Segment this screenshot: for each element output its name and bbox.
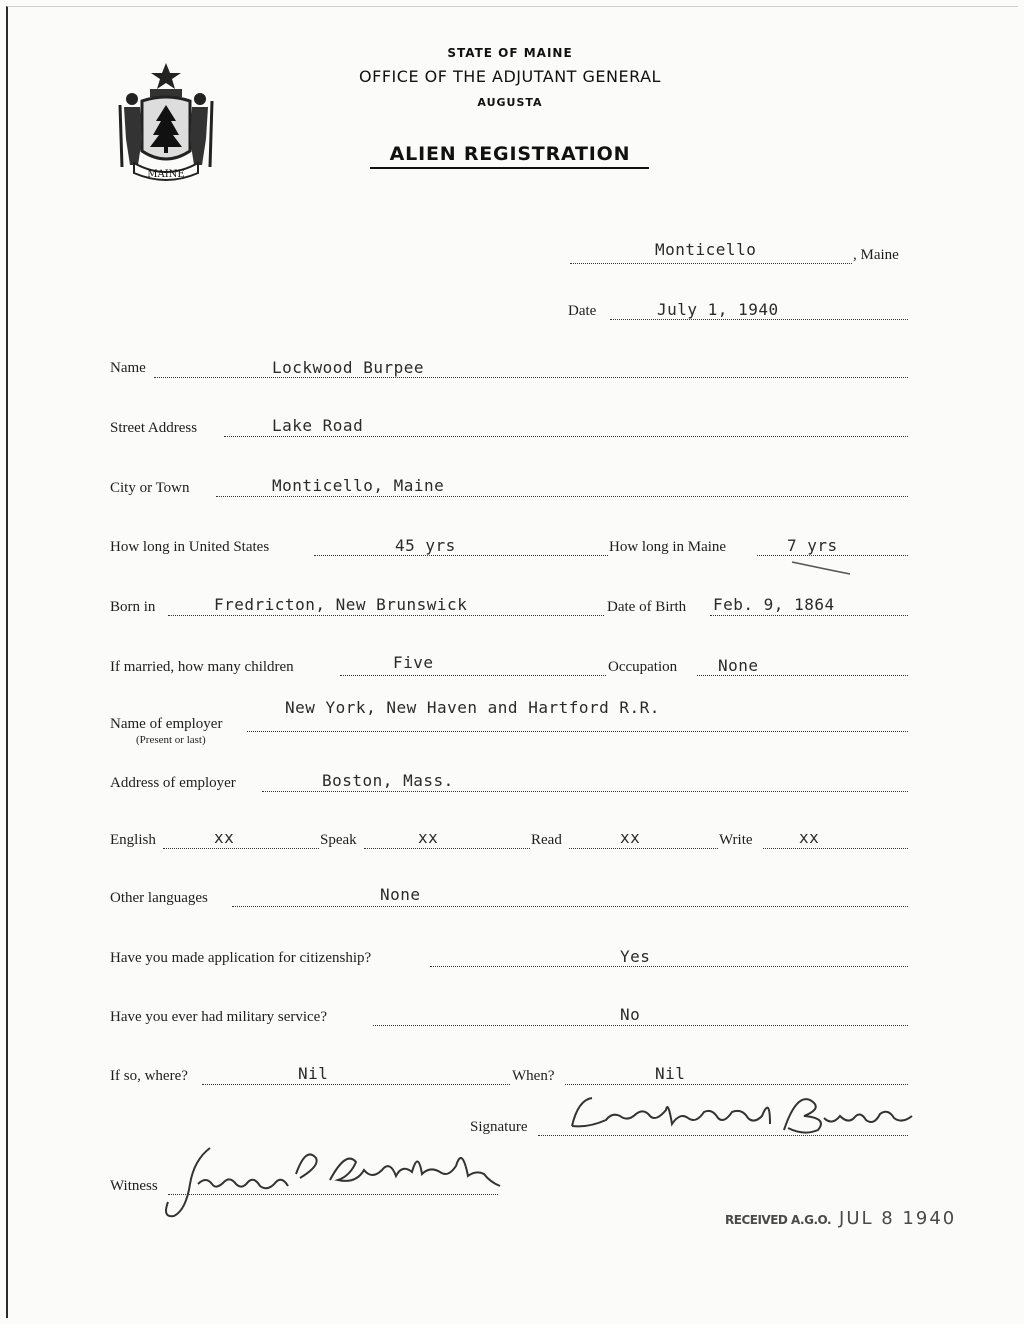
- state-seal-image: [112, 55, 220, 183]
- other-languages-line: [232, 906, 908, 907]
- employer-address-value: Boston, Mass.: [322, 771, 454, 790]
- citizenship-label: Have you made application for citizenship?: [110, 950, 372, 966]
- speak-label: Speak: [320, 832, 357, 848]
- write-line: [763, 848, 908, 849]
- born-label: Born in: [110, 599, 156, 615]
- where-line: [202, 1084, 510, 1085]
- employer-line: [247, 731, 908, 732]
- dob-label: Date of Birth: [607, 599, 687, 615]
- military-line: [373, 1025, 908, 1026]
- street-value: Lake Road: [272, 416, 364, 435]
- english-label: English: [110, 832, 156, 848]
- english-line: [163, 848, 319, 849]
- place-suffix: , Maine: [853, 247, 899, 263]
- employer-label: Name of employer: [110, 716, 223, 732]
- name-label: Name: [110, 360, 146, 376]
- born-line: [168, 615, 604, 616]
- received-stamp-label: RECEIVED A.G.O.: [725, 1213, 832, 1227]
- date-label: Date: [568, 303, 597, 319]
- date-line: [610, 319, 908, 320]
- read-value: xx: [620, 828, 641, 847]
- military-value: No: [620, 1005, 641, 1024]
- employer-address-line: [262, 791, 908, 792]
- witness-label: Witness: [110, 1178, 158, 1194]
- date-value: July 1, 1940: [657, 300, 779, 319]
- pencil-mark: [790, 558, 856, 580]
- signature-label: Signature: [470, 1119, 528, 1135]
- where-value: Nil: [298, 1064, 329, 1083]
- citizenship-line: [430, 966, 908, 967]
- citizenship-value: Yes: [620, 947, 651, 966]
- children-value: Five: [393, 653, 434, 672]
- employer-value: New York, New Haven and Hartford R.R.: [285, 698, 660, 717]
- when-label: When?: [512, 1068, 555, 1084]
- maine-length-line: [757, 555, 908, 556]
- maine-length-value: 7 yrs: [787, 536, 838, 555]
- children-label: If married, how many children: [110, 659, 294, 675]
- svg-text:MAINE: MAINE: [147, 169, 185, 180]
- dob-line: [710, 615, 908, 616]
- city-line: [216, 496, 908, 497]
- received-stamp: [725, 1208, 956, 1229]
- military-label: Have you ever had military service?: [110, 1009, 327, 1025]
- name-line: [154, 377, 908, 378]
- occupation-value: None: [718, 656, 759, 675]
- write-label: Write: [719, 832, 753, 848]
- street-label: Street Address: [110, 420, 198, 436]
- where-label: If so, where?: [110, 1068, 188, 1084]
- title-underline: [370, 167, 649, 169]
- header-office: OFFICE OF THE ADJUTANT GENERAL: [359, 67, 661, 86]
- employer-sublabel: (Present or last): [136, 734, 206, 746]
- form-title: ALIEN REGISTRATION: [389, 143, 631, 165]
- place-line: [570, 263, 852, 264]
- street-line: [224, 436, 908, 437]
- occupation-line: [697, 675, 908, 676]
- born-value: Fredricton, New Brunswick: [214, 595, 468, 614]
- employer-address-label: Address of employer: [110, 775, 236, 791]
- header-city: AUGUSTA: [477, 96, 543, 109]
- place-value: Monticello: [655, 240, 757, 259]
- other-languages-label: Other languages: [110, 890, 208, 906]
- read-line: [569, 848, 718, 849]
- dob-value: Feb. 9, 1864: [713, 595, 835, 614]
- other-languages-value: None: [380, 885, 421, 904]
- city-value: Monticello, Maine: [272, 476, 445, 495]
- name-value: Lockwood Burpee: [272, 358, 424, 377]
- received-stamp-date: JUL 8 1940: [839, 1208, 957, 1229]
- us-length-line: [314, 555, 608, 556]
- city-label: City or Town: [110, 480, 190, 496]
- witness-handwriting-image: [150, 1140, 510, 1220]
- occupation-label: Occupation: [608, 659, 678, 675]
- us-length-label: How long in United States: [110, 539, 270, 555]
- when-value: Nil: [655, 1064, 686, 1083]
- speak-line: [364, 848, 530, 849]
- write-value: xx: [799, 828, 820, 847]
- signature-handwriting-image: [548, 1090, 928, 1140]
- when-line: [565, 1084, 908, 1085]
- read-label: Read: [531, 832, 562, 848]
- us-length-value: 45 yrs: [395, 536, 456, 555]
- maine-length-label: How long in Maine: [609, 539, 727, 555]
- header-state: STATE OF MAINE: [447, 46, 573, 60]
- english-value: xx: [214, 828, 235, 847]
- speak-value: xx: [418, 828, 439, 847]
- children-line: [340, 675, 606, 676]
